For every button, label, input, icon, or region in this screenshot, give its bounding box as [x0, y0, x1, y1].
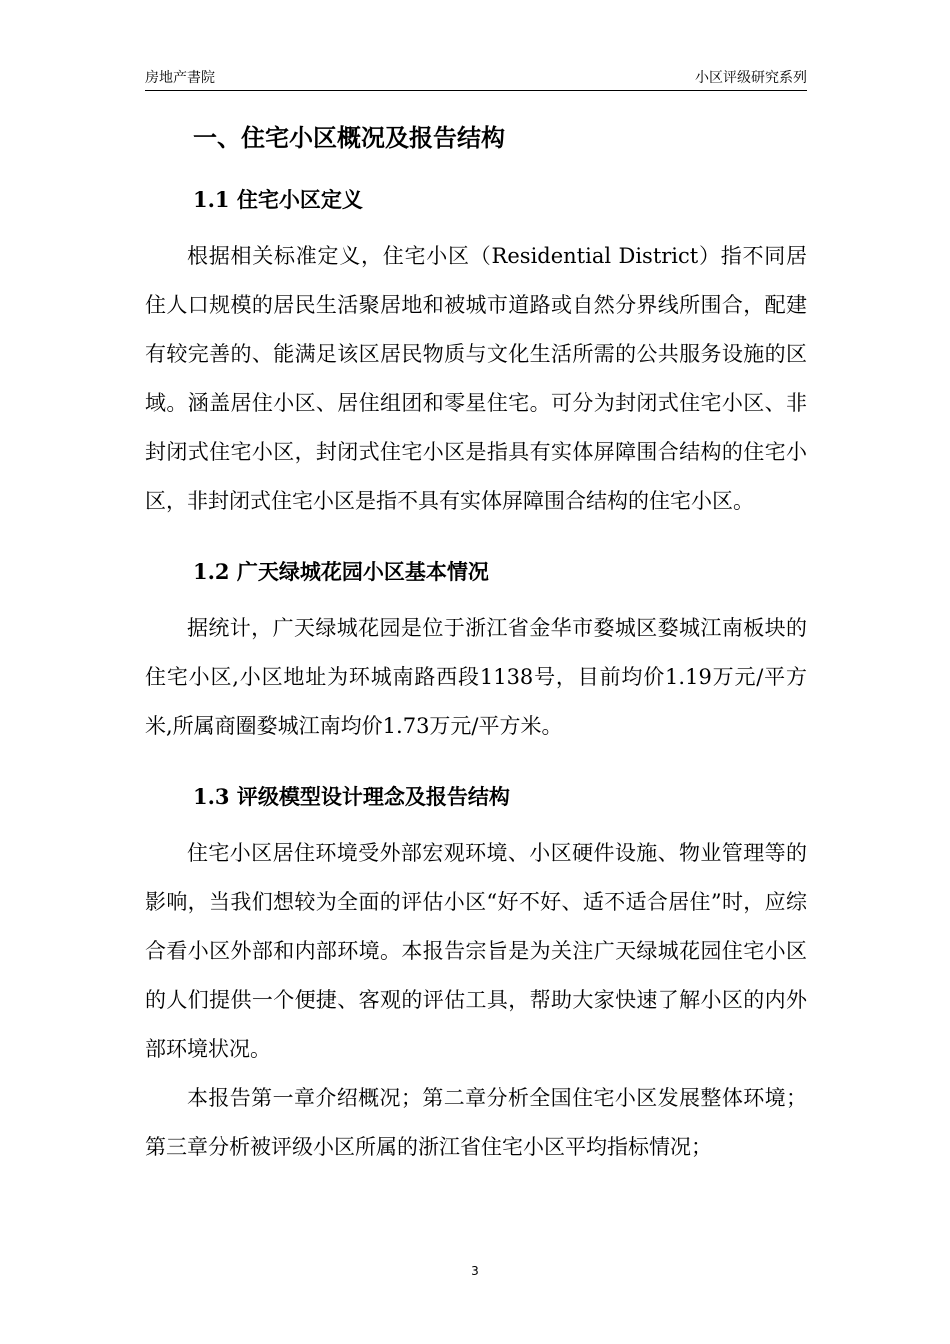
chapter-title: 一、住宅小区概况及报告结构 — [193, 123, 505, 152]
page-header — [145, 62, 807, 91]
page-number: 3 — [471, 1264, 479, 1278]
section-1-3-paragraph-2: 本报告第一章介绍概况；第二章分析全国住宅小区发展整体环境；第三章分析被评级小区所属的浙江省住宅小区平均指标情况； — [145, 1086, 807, 1159]
header-series-title: 小区评级研究系列 — [695, 70, 807, 86]
section-title-1-2: 1.2 广天绿城花园小区基本情况 — [193, 559, 489, 584]
section-1-3-paragraph-1: 住宅小区居住环境受外部宏观环境、小区硬件设施、物业管理等的影响，当我们想较为全面的评估小区“好不好、适不适合居住”时，应综合看小区外部和内部环境。本报告宗旨是为关注广天绿城花园住宅小区的人们提供一个便捷、客观的评估工具，帮助大家快速了解小区的内外部环境状况。 — [145, 841, 807, 1061]
header-publisher: 房地产書院 — [145, 70, 215, 86]
section-1-1-paragraph: 根据相关标准定义，住宅小区（Residential District）指不同居住人口规模的居民生活聚居地和被城市道路或自然分界线所围合，配建有较完善的、能满足该区居民物质与文化生活所需的公共服务设施的区域。涵盖居住小区、居住组团和零星住宅。可分为封闭式住宅小区、非封闭式住宅小区，封闭式住宅小区是指具有实体屏障围合结构的住宅小区，非封闭式住宅小区是指不具有实体屏障围合结构的住宅小区。 — [145, 244, 807, 513]
document-body — [145, 114, 807, 1172]
section-title-1-3: 1.3 评级模型设计理念及报告结构 — [193, 784, 510, 809]
section-title-1-1: 1.1 住宅小区定义 — [193, 187, 363, 212]
section-1-2-paragraph: 据统计，广天绿城花园是位于浙江省金华市婺城区婺城江南板块的住宅小区,小区地址为环城南路西段1138号，目前均价1.19万元/平方米,所属商圈婺城江南均价1.73万元/平方米。 — [145, 616, 807, 738]
